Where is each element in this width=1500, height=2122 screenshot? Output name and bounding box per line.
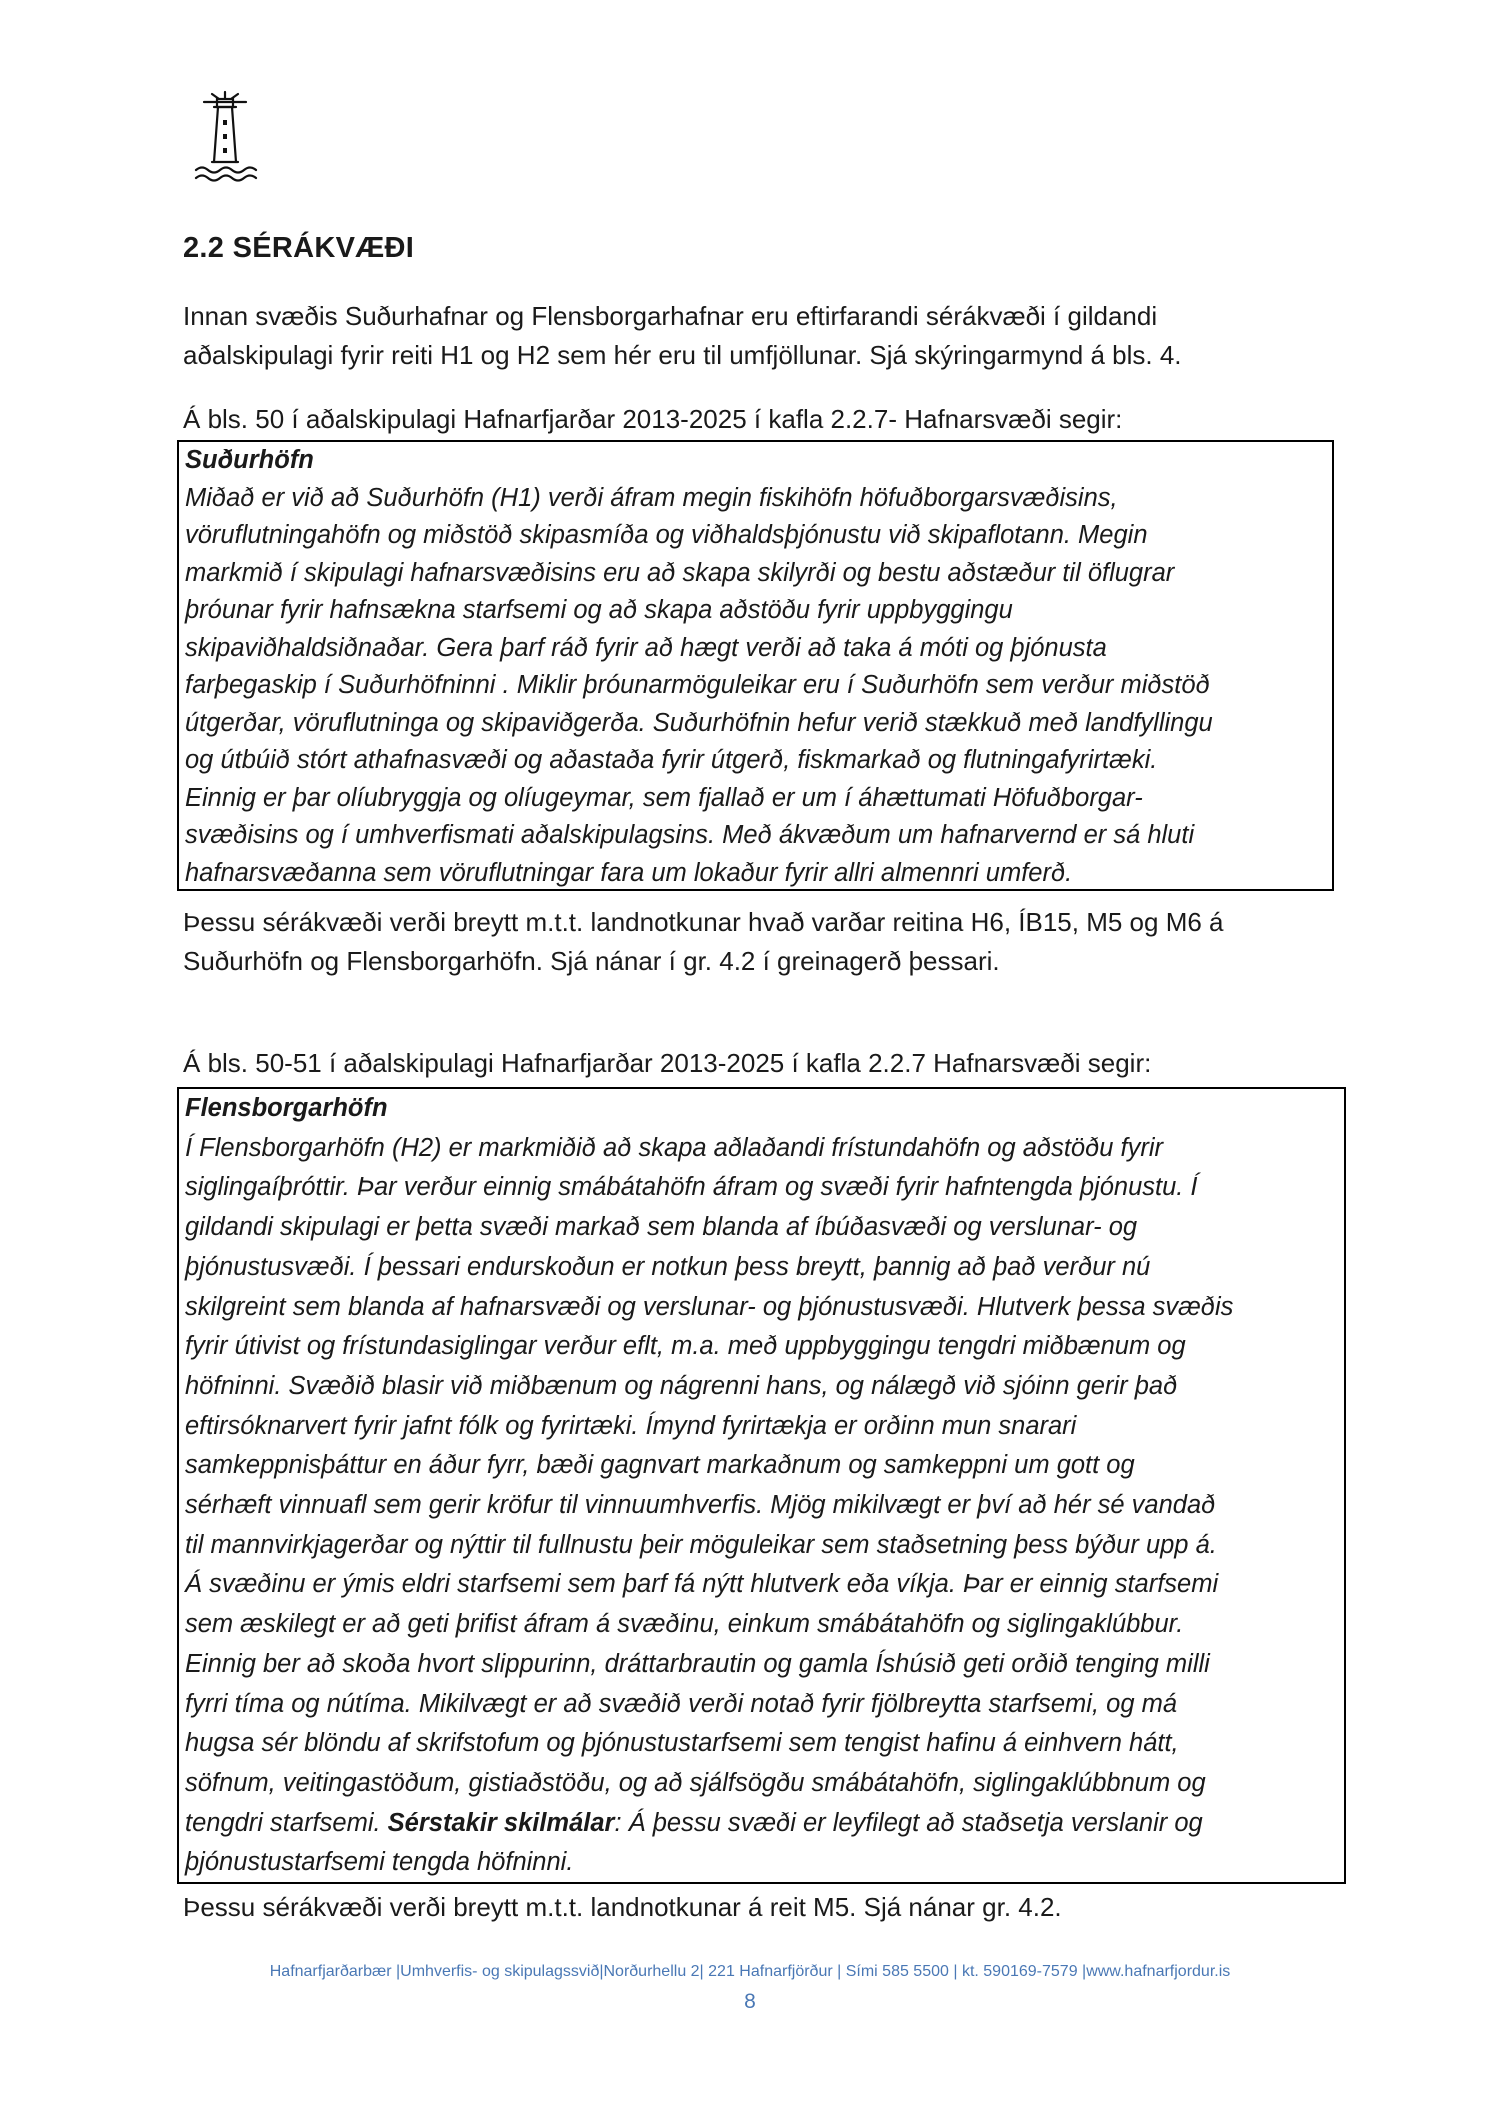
quote-line: gildandi skipulagi er þetta svæði markað sem blanda af íbúðasvæði og verslunar- og [185, 1213, 1138, 1242]
section1-reference: Á bls. 50 í aðalskipulagi Hafnarfjarðar 2013-2025 í kafla 2.2.7- Hafnarsvæði segir: [183, 404, 1123, 434]
quote-title: Flensborgarhöfn [185, 1094, 388, 1122]
quote-line: og útbúið stórt athafnasvæði og aðastaða fyrir útgerð, fiskmarkað og flutningafyrirtæki. [185, 746, 1158, 774]
quote-line: höfninni. Svæðið blasir við miðbænum og nágrenni hans, og nálægð við sjóinn gerir það [185, 1371, 1178, 1400]
quote-line: til mannvirkjagerðar og nýttir til fullnustu þeir möguleikar sem staðsetning þess býður upp á. [185, 1530, 1217, 1559]
quote-line: Einnig er þar olíubryggja og olíugeymar, sem fjallað er um í áhættumati Höfuðborgar- [185, 783, 1143, 812]
suðurhöfn-quote-box [177, 440, 1334, 891]
quote-line: þjónustusvæði. Í þessari endurskoðun er notkun þess breytt, þannig að það verður nú [185, 1252, 1151, 1281]
quote-text: tengdri starfsemi. [185, 1808, 388, 1837]
quote-line: sem æskilegt er að geti þrifist áfram á svæðinu, einkum smábátahöfn og siglingaklúbbur. [185, 1610, 1184, 1639]
quote-line: markmið í skipulagi hafnarsvæðisins eru að skapa skilyrði og bestu aðstæður til öflugrar [185, 558, 1175, 587]
section2-after: Þessu sérákvæði verði breytt m.t.t. landnotkunar á reit M5. Sjá nánar gr. 4.2. [183, 1892, 1062, 1922]
quote-line: Í Flensborgarhöfn (H2) er markmiðið að skapa aðlaðandi frístundahöfn og aðstöðu fyrir [185, 1133, 1164, 1162]
section-heading: 2.2 SÉRÁKVÆÐI [183, 232, 415, 264]
quote-line-special [185, 1804, 1336, 1844]
quote-line: fyrri tíma og nútíma. Mikilvægt er að svæðið verði notað fyrir fjölbreytta starfsemi, og má [185, 1689, 1178, 1718]
quote-line: farþegaskip í Suðurhöfninni . Miklir þróunarmöguleikar eru í Suðurhöfn sem verður miðstöð [185, 671, 1210, 699]
quote-line: hugsa sér blöndu af skrifstofum og þjónustustarfsemi sem tengist hafinu á einhvern hátt, [185, 1729, 1179, 1758]
special-terms-label: Sérstakir skilmálar [387, 1808, 615, 1837]
quote-line: Miðað er við að Suðurhöfn (H1) verði áfram megin fiskihöfn höfuðborgarsvæðisins, [185, 483, 1118, 512]
quote-line: söfnum, veitingastöðum, gistiaðstöðu, og að sjálfsögðu smábátahöfn, siglingaklúbbnum og [185, 1768, 1206, 1797]
quote-line: skipaviðhaldsiðnaðar. Gera þarf ráð fyrir að hægt verði að taka á móti og þjónusta [185, 633, 1107, 662]
after-line: Þessu sérákvæði verði breytt m.t.t. landnotkunar hvað varðar reitina H6, ÍB15, M5 og M6 á [183, 907, 1224, 937]
page-number: 8 [744, 1990, 756, 2013]
quote-line: útgerðar, vöruflutninga og skipaviðgerða. Suðurhöfnin hefur verið stækkuð með landfyllingu [185, 708, 1213, 737]
quote-line: Á svæðinu er ýmis eldri starfsemi sem þarf fá nýtt hlutverk eða víkja. Þar er einnig starfsemi [185, 1570, 1219, 1599]
section1-after [183, 903, 1343, 981]
quote-line: fyrir útivist og frístundasiglingar verður eflt, m.a. með uppbyggingu tengdri miðbænum og [185, 1332, 1186, 1361]
lighthouse-icon [190, 90, 260, 188]
intro-line: aðalskipulagi fyrir reiti H1 og H2 sem hér eru til umfjöllunar. Sjá skýringarmynd á bls. 4. [183, 340, 1182, 370]
quote-line: siglingaíþróttir. Þar verður einnig smábátahöfn áfram og svæði fyrir hafntengda þjónustu. Í [185, 1173, 1198, 1202]
page-footer: Hafnarfjarðarbær |Umhverfis- og skipulagssvið|Norðurhellu 2| 221 Hafnarfjörður | Sími 585 5500 | kt. 590169-7579 |www.hafnarfjordur.is [269, 1963, 1231, 1980]
quote-line: samkeppnisþáttur en áður fyrr, bæði gagnvart markaðnum og samkeppni um gott og [185, 1451, 1135, 1480]
quote-line: Einnig ber að skoða hvort slippurinn, dráttarbrautin og gamla Íshúsið geti orðið tenging milli [185, 1649, 1210, 1678]
quote-text: : Á þessu svæði er leyfilegt að staðsetja verslanir og [614, 1808, 1203, 1837]
quote-line: sérhæft vinnuafl sem gerir kröfur til vinnuumhverfis. Mjög mikilvægt er því að hér sé vandað [185, 1491, 1216, 1520]
quote-title: Suðurhöfn [185, 446, 314, 474]
quote-line: vöruflutningahöfn og miðstöð skipasmíða og viðhaldsþjónustu við skipaflotann. Megin [185, 521, 1148, 549]
quote-line: eftirsóknarvert fyrir jafnt fólk og fyrirtæki. Ímynd fyrirtækja er orðinn mun snarari [185, 1411, 1077, 1440]
after-line: Suðurhöfn og Flensborgarhöfn. Sjá nánar í gr. 4.2 í greinagerð þessari. [183, 946, 1000, 976]
quote-line: svæðisins og í umhverfismati aðalskipulagsins. Með ákvæðum um hafnarvernd er sá hluti [185, 821, 1195, 849]
quote-line: þróunar fyrir hafnsækna starfsemi og að skapa aðstöðu fyrir uppbyggingu [185, 596, 1013, 624]
quote-line: skilgreint sem blanda af hafnarsvæði og verslunar- og þjónustusvæði. Hlutverk þessa svæðis [185, 1292, 1234, 1321]
section2-reference: Á bls. 50-51 í aðalskipulagi Hafnarfjarðar 2013-2025 í kafla 2.2.7 Hafnarsvæði segir: [183, 1048, 1152, 1078]
quote-line: þjónustustarfsemi tengda höfninni. [185, 1848, 574, 1877]
quote-line: hafnarsvæðanna sem vöruflutningar fara um lokaður fyrir allri almennri umferð. [185, 858, 1073, 887]
flensborgarhöfn-quote-box [177, 1087, 1346, 1884]
intro-paragraph [183, 297, 1343, 375]
intro-line: Innan svæðis Suðurhafnar og Flensborgarhafnar eru eftirfarandi sérákvæði í gildandi [183, 301, 1158, 331]
